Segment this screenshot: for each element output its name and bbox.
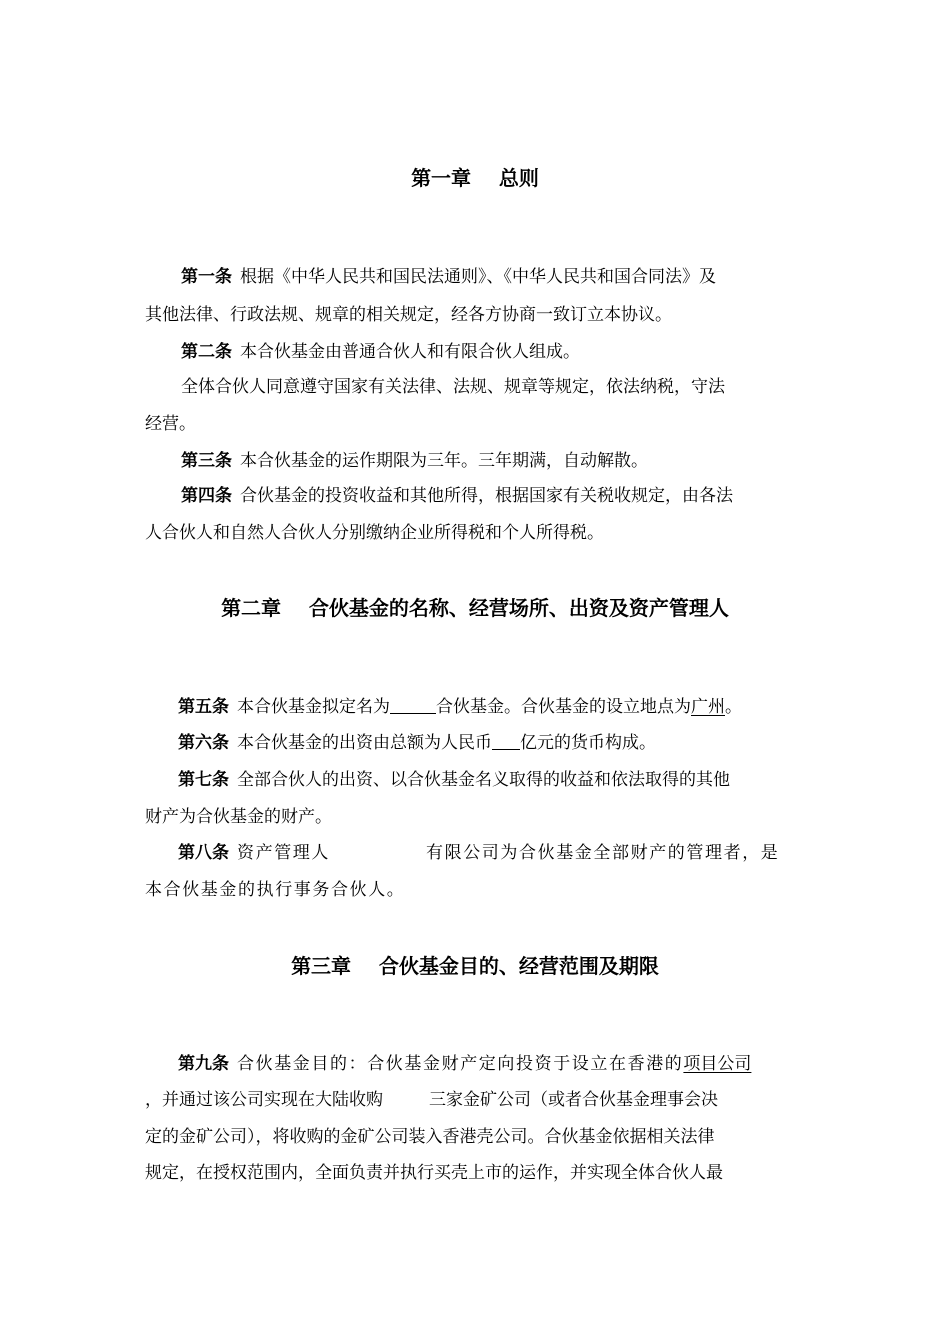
chapter-1-heading: 第一章 总则	[411, 166, 539, 190]
chapter-3-heading: 第三章 合伙基金目的、经营范围及期限	[291, 954, 659, 978]
article-4-line-1	[145, 484, 805, 508]
article-9-line-4: 规定，在授权范围内，全面负责并执行买壳上市的运作，并实现全体合伙人最	[145, 1163, 723, 1183]
article-9-text-2a: ，并通过该公司实现在大陆收购	[145, 1090, 383, 1110]
article-1-text: 根据《中华人民共和国民法通则》、《中华人民共和国合同法》及	[240, 267, 716, 287]
article-5-line-1	[178, 695, 808, 719]
chapter-2-heading: 第二章 合伙基金的名称、经营场所、出资及资产管理人	[221, 596, 729, 620]
article-5-label: 第五条	[178, 697, 229, 717]
article-9-line-1	[178, 1052, 808, 1076]
article-6-text-b: 亿元的货币构成。	[520, 733, 656, 753]
article-2-text: 本合伙基金由普通合伙人和有限合伙人组成。	[240, 342, 580, 362]
article-8-line-1	[178, 841, 808, 865]
article-4-text: 合伙基金的投资收益和其他所得，根据国家有关税收规定，由各法	[240, 486, 733, 506]
article-9-label: 第九条	[178, 1054, 229, 1074]
article-4-label: 第四条	[181, 486, 232, 506]
article-9-text-2b: 三家金矿公司（或者合伙基金理事会决	[429, 1090, 718, 1110]
article-8-text-b: 有限公司为合伙基金全部财产的管理者，是	[426, 843, 780, 863]
article-3-label: 第三条	[181, 451, 232, 471]
article-5-text-c: 。	[725, 697, 742, 717]
article-1-line-1	[145, 265, 805, 289]
article-8-label: 第八条	[178, 843, 229, 863]
article-1-line-2: 其他法律、行政法规、规章的相关规定，经各方协商一致订立本协议。	[145, 305, 672, 325]
fund-name-blank	[390, 695, 436, 714]
article-6-line-1	[178, 731, 808, 755]
article-7-label: 第七条	[178, 770, 229, 790]
article-6-label: 第六条	[178, 733, 229, 753]
fund-location: 广州	[691, 697, 725, 717]
article-3-text: 本合伙基金的运作期限为三年。三年期满，自动解散。	[240, 451, 648, 471]
article-9-text-a: 合伙基金目的：合伙基金财产定向投资于设立在香港的	[237, 1054, 684, 1074]
article-6-text-a: 本合伙基金的出资由总额为人民币	[237, 733, 492, 753]
article-3-line-1	[145, 449, 805, 473]
capital-amount-blank	[492, 731, 520, 750]
article-9-line-2	[145, 1088, 805, 1112]
project-company-link: 项目公司	[683, 1054, 752, 1074]
article-7-text: 全部合伙人的出资、以合伙基金名义取得的收益和依法取得的其他	[237, 770, 730, 790]
article-2-label: 第二条	[181, 342, 232, 362]
article-9-line-3: 定的金矿公司），将收购的金矿公司装入香港壳公司。合伙基金依据相关法律	[145, 1127, 715, 1147]
article-7-line-2: 财产为合伙基金的财产。	[145, 807, 332, 827]
article-5-text-b: 合伙基金。合伙基金的设立地点为	[436, 697, 691, 717]
article-1-label: 第一条	[181, 267, 232, 287]
article-8-line-2: 本合伙基金的执行事务合伙人。	[145, 880, 406, 900]
article-2-paragraph-2-line-1: 全体合伙人同意遵守国家有关法律、法规、规章等规定，依法纳税，守法	[181, 377, 725, 397]
article-5-text-a: 本合伙基金拟定名为	[237, 697, 390, 717]
article-2-line-1	[145, 340, 805, 364]
article-8-text-a: 资产管理人	[237, 843, 330, 863]
article-2-paragraph-2-line-2: 经营。	[145, 414, 196, 434]
article-4-line-2: 人合伙人和自然人合伙人分别缴纳企业所得税和个人所得税。	[145, 523, 604, 543]
article-7-line-1	[178, 768, 808, 792]
